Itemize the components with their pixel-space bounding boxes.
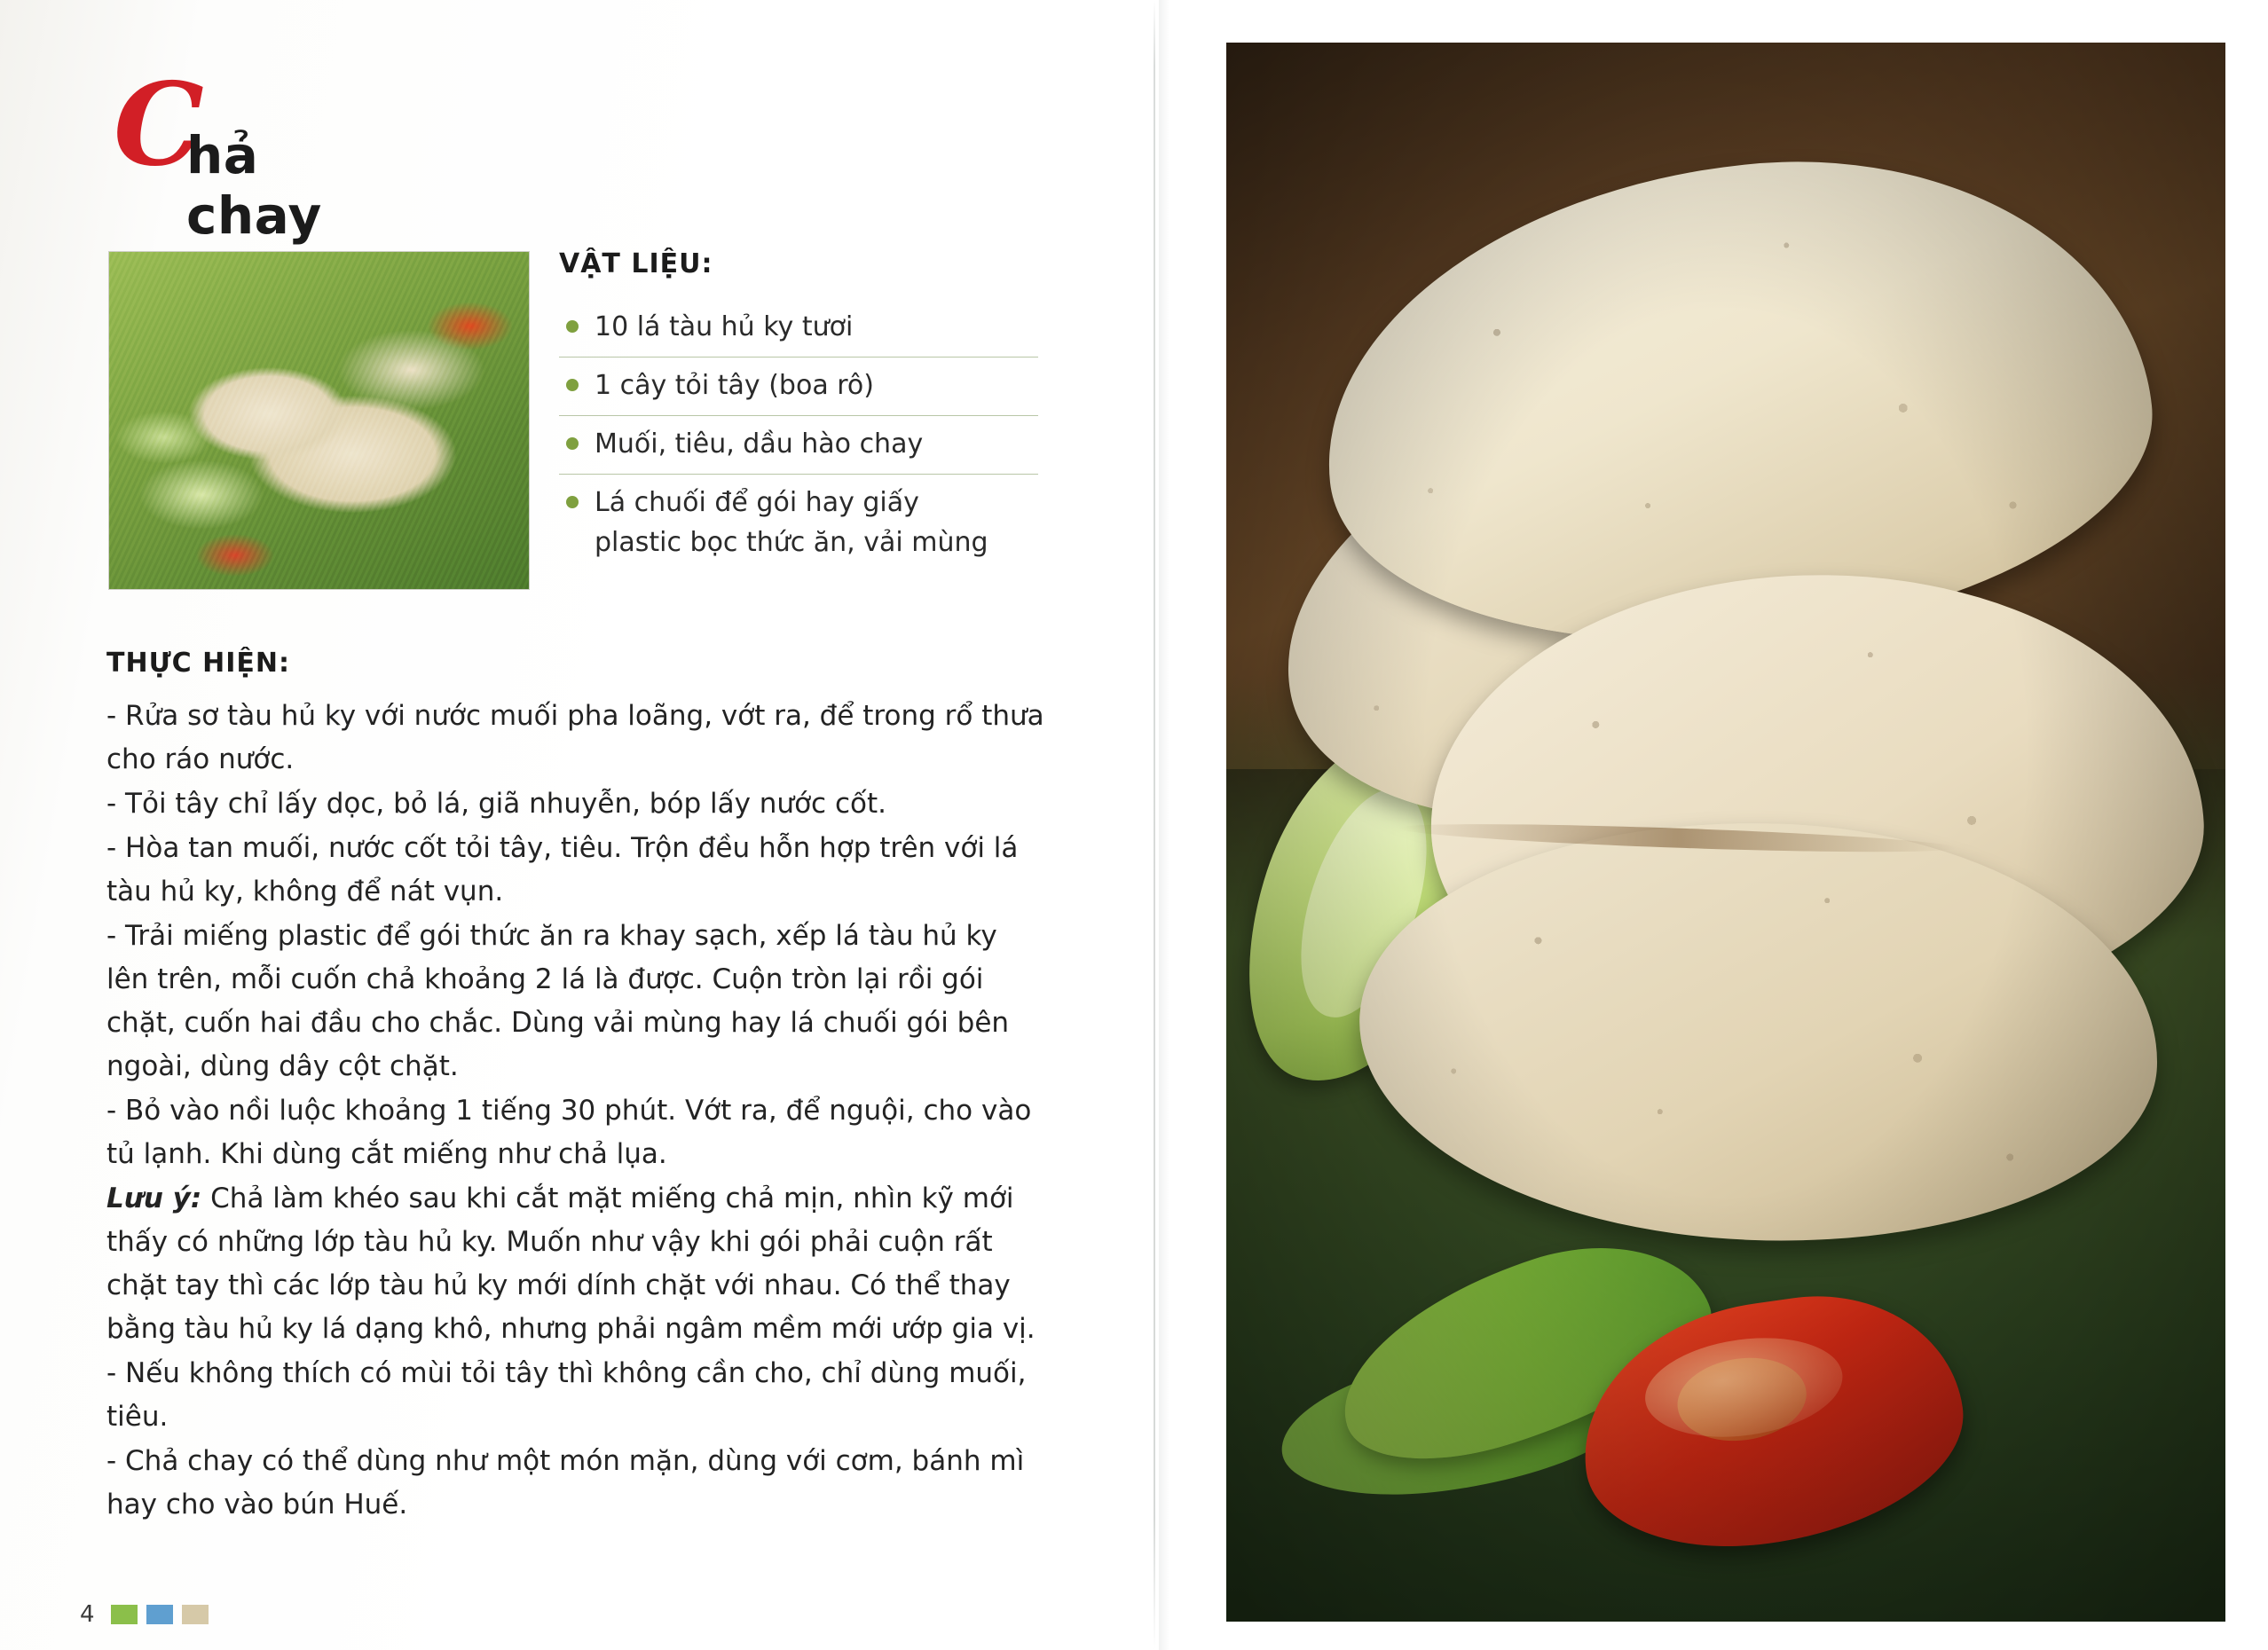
bullet-icon (566, 379, 579, 391)
recipe-thumbnail-image (108, 251, 530, 590)
instruction-note (106, 1177, 1047, 1351)
ingredient-text: Lá chuối để gói hay giấy (595, 487, 919, 518)
recipe-title-text: hả chay (186, 125, 322, 246)
bullet-icon (566, 496, 579, 508)
page-number: 4 (80, 1601, 95, 1628)
list-item (559, 475, 1038, 562)
instruction-step: - Tỏi tây chỉ lấy dọc, bỏ lá, giã nhuyễn, bóp lấy nước cốt. (106, 788, 886, 820)
ingredient-text-continued: plastic bọc thức ăn, vải mùng (595, 527, 988, 558)
thumbnail-texture (109, 252, 529, 589)
book-gutter-line (1154, 0, 1155, 1650)
note-label: Lưu ý: (106, 1182, 202, 1214)
list-item (559, 299, 1038, 358)
list-item (559, 358, 1038, 416)
book-gutter-shadow (1159, 0, 1169, 1650)
folio-swatch-blue (146, 1605, 173, 1624)
instruction-step: - Hòa tan muối, nước cốt tỏi tây, tiêu. Trộn đều hỗn hợp trên với lá tàu hủ ky, không để nát vụn. (106, 832, 1019, 908)
instructions-heading: THỰC HIỆN: (106, 648, 290, 679)
main-dish-photo (1226, 43, 2225, 1622)
recipe-title-dropcap: C (114, 59, 202, 192)
instruction-step: - Chả chay có thể dùng như một món mặn, dùng với cơm, bánh mì hay cho vào bún Huế. (106, 1445, 1025, 1520)
instruction-step: - Rửa sơ tàu hủ ky với nước muối pha loãng, vớt ra, để trong rổ thưa cho ráo nước. (106, 700, 1044, 775)
ingredients-section (559, 248, 1038, 562)
instruction-step: - Nếu không thích có mùi tỏi tây thì không cần cho, chỉ dùng muối, tiêu. (106, 1357, 1027, 1433)
bullet-icon (566, 320, 579, 333)
list-item (559, 416, 1038, 475)
instruction-step: - Bỏ vào nồi luộc khoảng 1 tiếng 30 phút. Vớt ra, để nguội, cho vào tủ lạnh. Khi dùng cắt miếng như chả lụa. (106, 1095, 1032, 1170)
instructions-section (106, 648, 1047, 1528)
page-folio (80, 1601, 209, 1628)
folio-swatch-tan (182, 1605, 209, 1624)
ingredient-text: Muối, tiêu, dầu hào chay (595, 428, 924, 460)
bullet-icon (566, 437, 579, 450)
ingredients-heading: VẬT LIỆU: (559, 248, 713, 279)
ingredients-list (559, 299, 1038, 562)
instruction-step: - Trải miếng plastic để gói thức ăn ra khay sạch, xếp lá tàu hủ ky lên trên, mỗi cuốn chả khoảng 2 lá là được. Cuộn tròn lại rồi gói chặt, cuốn hai đầu cho chắc. Dùng vải mùng hay lá chuối gói bên ngoài, dùng dây cột chặt. (106, 920, 1010, 1082)
ingredient-text: 1 cây tỏi tây (boa rô) (595, 370, 874, 401)
note-text: Chả làm khéo sau khi cắt mặt miếng chả mịn, nhìn kỹ mới thấy có những lớp tàu hủ ky. Muốn như vậy khi gói phải cuộn rất chặt tay thì các lớp tàu hủ ky mới dính chặt với nhau. Có thể thay bằng tàu hủ ky lá dạng khô, nhưng phải ngâm mềm mới ướp gia vị. (106, 1182, 1036, 1345)
folio-swatch-green (111, 1605, 138, 1624)
photo-vignette (1226, 43, 2225, 1622)
ingredient-text: 10 lá tàu hủ ky tươi (595, 311, 854, 342)
